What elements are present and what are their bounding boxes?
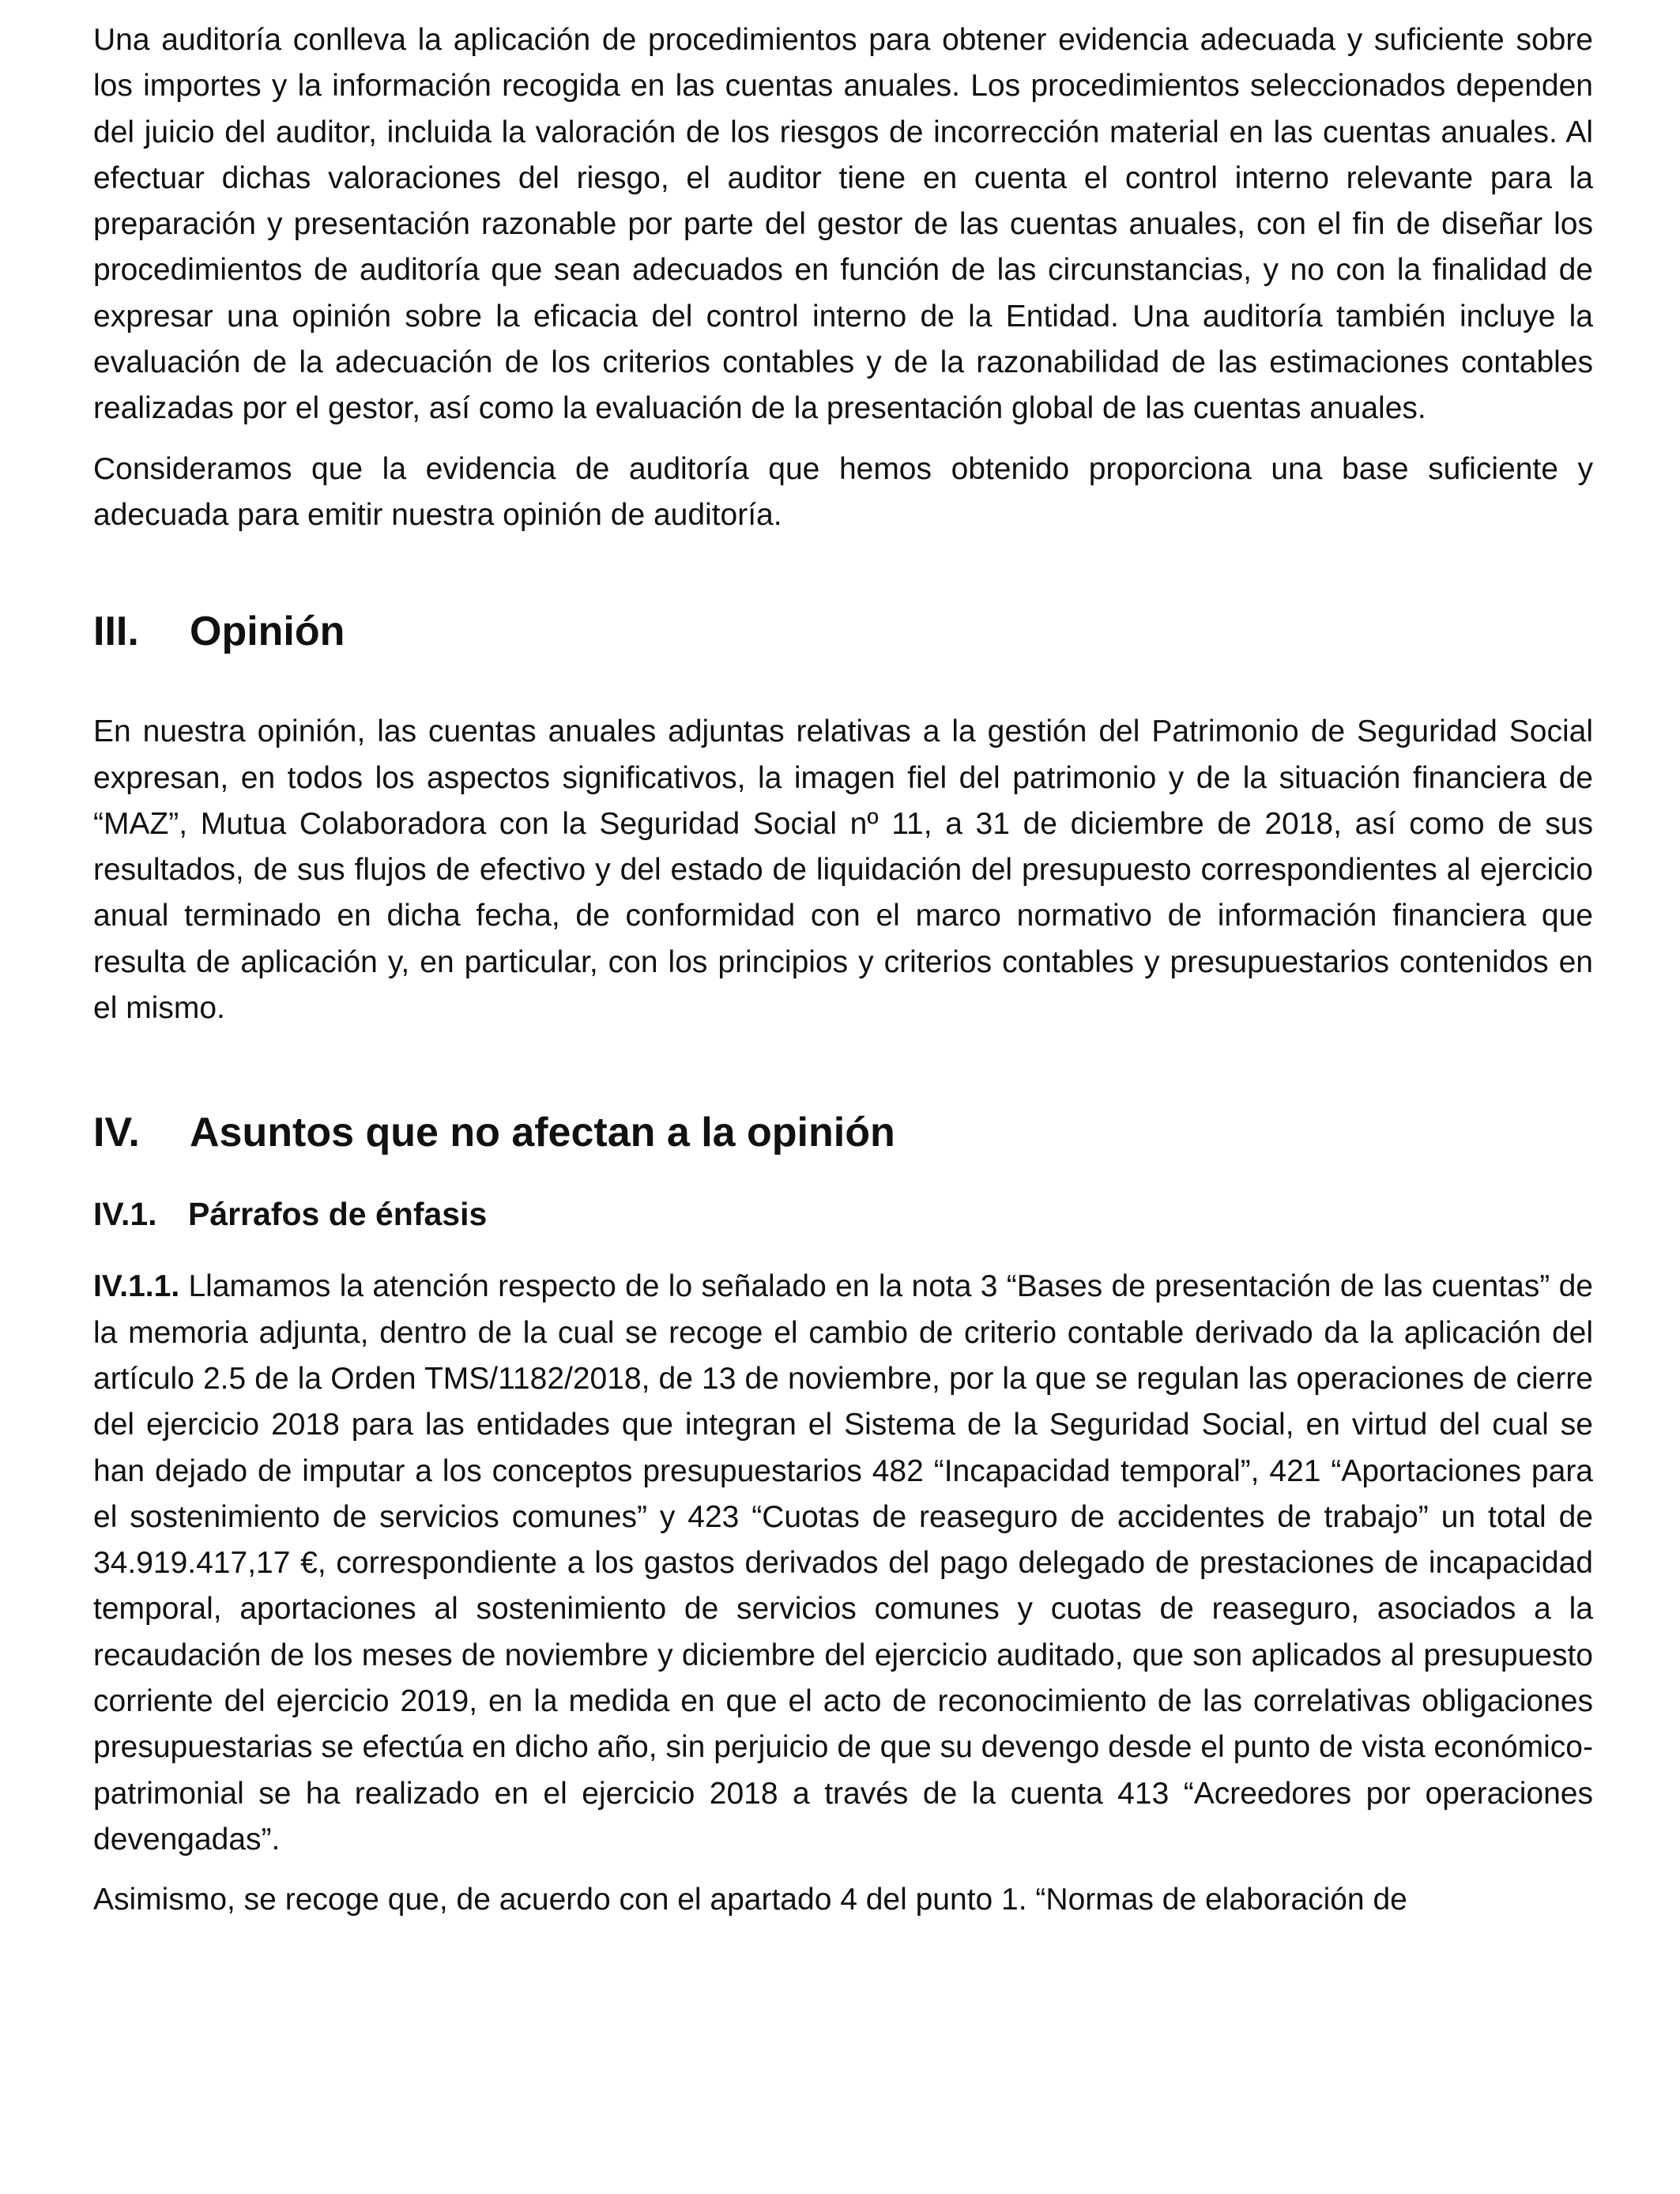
section-number: III. [93,609,139,655]
subsection-title: Párrafos de énfasis [188,1196,488,1233]
paragraph-audit-procedures: Una auditoría conlleva la aplicación de procedimientos para obtener evidencia adecuada y suficiente sobre los importes y la información recogida en las cuentas anuales. Los procedimientos seleccionados dependen del juicio del auditor, incluida la valoración de los riesgos de incorrección material en las cuentas anuales. Al efectuar dichas valoraciones del riesgo, el auditor tiene en cuenta el control interno relevante para la preparación y presentación razonable por parte del gestor de las cuentas anuales, con el fin de diseñar los procedimientos de auditoría que sean adecuados en función de las circunstancias, y no con la finalidad de expresar una opinión sobre la eficacia del control interno de la Entidad. Una auditoría también incluye la evaluación de la adecuación de los criterios contables y de la razonabilidad de las estimaciones contables realizadas por el gestor, así como la evaluación de la presentación global de las cuentas anuales. [93,23,1593,426]
document-page [93,17,1593,1924]
subsection-heading-emphasis [93,1191,1593,1237]
paragraph-emphasis-text: Llamamos la atención respecto de lo señalado en la nota 3 “Bases de presentación de las cuentas” de la memoria adjunta, dentro de la cual se recoge el cambio de criterio contable derivado da la aplicación del artículo 2.5 de la Orden TMS/1182/2018, de 13 de noviembre, por la que se regulan las operaciones de cierre del ejercicio 2018 para las entidades que integran el Sistema de la Seguridad Social, en virtud del cual se han dejado de imputar a los conceptos presupuestarios 482 “Incapacidad temporal”, 421 “Aportaciones para el sostenimiento de servicios comunes” y 423 “Cuotas de reaseguro de accidentes de trabajo” un total de 34.919.417,17 €, correspondiente a los gastos derivados del pago delegado de prestaciones de incapacidad temporal, aportaciones al sostenimiento de servicios comunes y cuotas de reaseguro, asociados a la recaudación de los meses de noviembre y diciembre del ejercicio auditado, que son aplicados al presupuesto corriente del ejercicio 2019, en la medida en que el acto de reconocimiento de las correlativas obligaciones presupuestarias se efectúa en dicho año, sin perjuicio de que su devengo desde el punto de vista económico-patrimonial se ha realizado en el ejercicio 2018 a través de la cuenta 413 “Acreedores por operaciones devengadas”. [93,1269,1593,1857]
section-heading-opinion [93,603,1593,660]
section-heading-matters [93,1104,1593,1161]
paragraph-number: IV.1.1. [93,1269,180,1304]
subsection-number: IV.1. [93,1196,157,1233]
paragraph-audit-evidence: Consideramos que la evidencia de auditoría que hemos obtenido proporciona una base suficiente y adecuada para emitir nuestra opinión de auditoría. [93,451,1593,532]
paragraph-emphasis-1 [93,1264,1593,1863]
paragraph-asimismo: Asimismo, se recoge que, de acuerdo con el apartado 4 del punto 1. “Normas de elaboración de [93,1883,1407,1917]
section-title: Asuntos que no afectan a la opinión [190,1110,895,1156]
paragraph-opinion: En nuestra opinión, las cuentas anuales adjuntas relativas a la gestión del Patrimonio de Seguridad Social expresan, en todos los aspectos significativos, la imagen fiel del patrimonio y de la situación financiera de “MAZ”, Mutua Colaboradora con la Seguridad Social nº 11, a 31 de diciembre de 2018, así como de sus resultados, de sus flujos de efectivo y del estado de liquidación del presupuesto correspondientes al ejercicio anual terminado en dicha fecha, de conformidad con el marco normativo de información financiera que resulta de aplicación y, en particular, con los principios y criterios contables y presupuestarios contenidos en el mismo. [93,714,1593,1026]
section-title: Opinión [190,609,345,655]
section-number: IV. [93,1110,140,1156]
